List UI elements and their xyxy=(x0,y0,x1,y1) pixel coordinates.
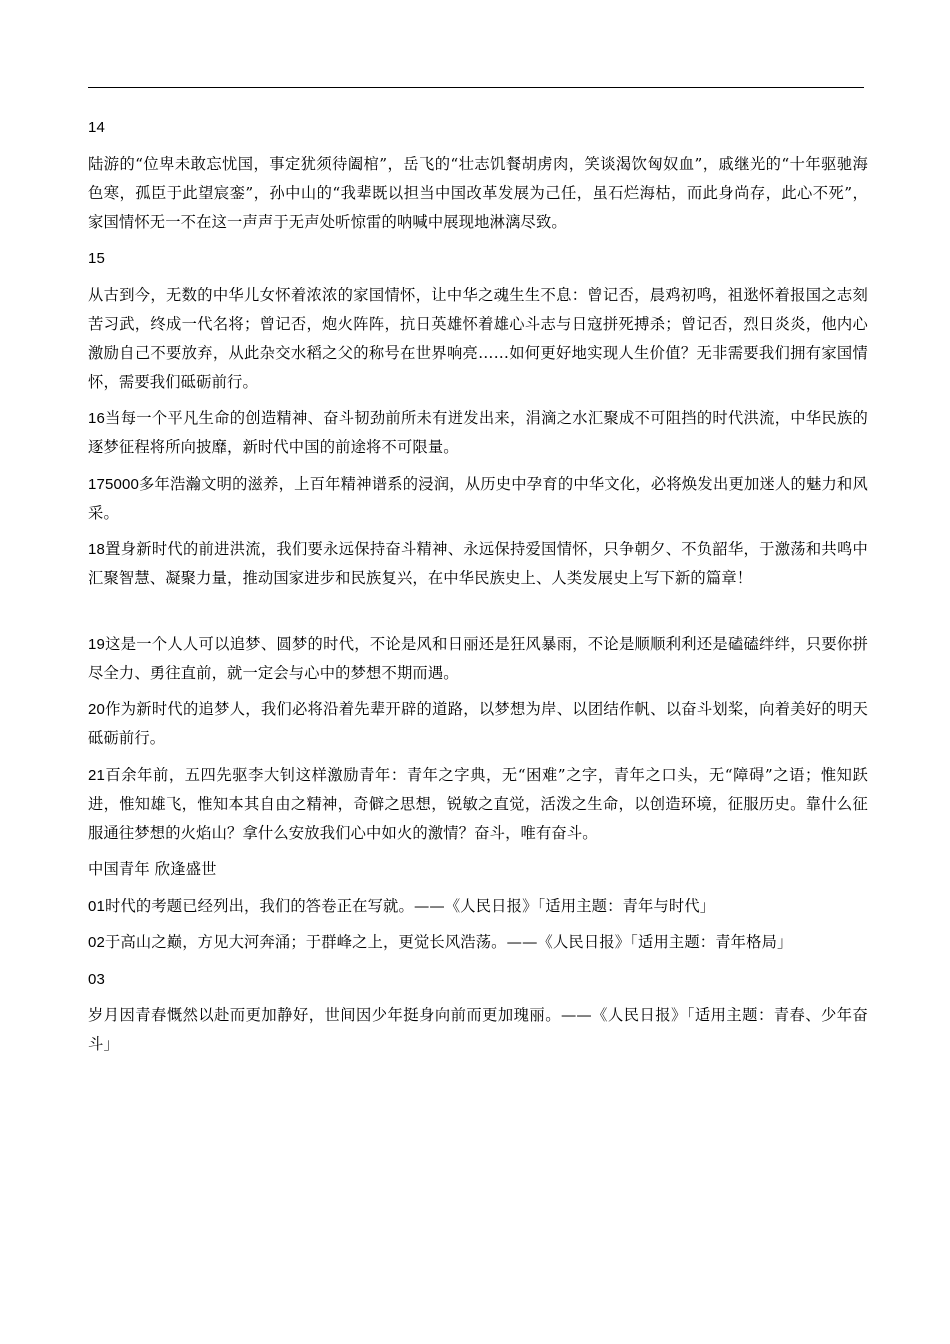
header-rule xyxy=(88,87,864,88)
quote-01: 01时代的考题已经列出，我们的答卷正在写就。——《人民日报》「适用主题：青年与时代」 xyxy=(88,896,716,915)
section-heading: 中国青年 欣逢盛世 xyxy=(88,860,217,878)
document-body xyxy=(88,113,868,1067)
quote-02: 02于高山之巅，方见大河奔涌；于群峰之上，更觉长风浩荡。——《人民日报》「适用主题：青年格局」 xyxy=(88,933,793,951)
paragraph-15-text: 从古到今，无数的中华儿女怀着浓浓的家国情怀，让中华之魂生生不息：曾记否，晨鸡初鸣，祖逖怀着报国之志刻苦习武，终成一代名将；曾记否，炮火阵阵，抗日英雄怀着雄心斗志与日寇拼死搏杀；曾记否，烈日炎炎，他内心激励自己不要放弃，从此杂交水稻之父的称号在世界响亮……如何更好地实现人生价值？无非需要我们拥有家国情怀，需要我们砥砺前行。 xyxy=(88,285,868,391)
paragraph-20: 20作为新时代的追梦人，我们必将沿着先辈开辟的道路，以梦想为岸、以团结作帆、以奋斗划桨，向着美好的明天砥砺前行。 xyxy=(88,700,868,747)
paragraph-21: 21百余年前，五四先驱李大钊这样激励青年：青年之字典，无“困难”之字，青年之口头，无“障碍”之语；惟知跃进，惟知雄飞，惟知本其自由之精神，奇僻之思想，锐敏之直觉，活泼之生命，以创造环境，征服历史。靠什么征服通往梦想的火焰山？拿什么安放我们心中如火的激情？奋斗，唯有奋斗。 xyxy=(88,765,868,842)
paragraph-18: 18置身新时代的前进洪流，我们要永远保持奋斗精神、永远保持爱国情怀，只争朝夕、不负韶华，于激荡和共鸣中汇聚智慧、凝聚力量，推动国家进步和民族复兴，在中华民族史上、人类发展史上写下新的篇章！ xyxy=(88,540,868,587)
quote-03-number: 03 xyxy=(88,970,105,988)
paragraph-17: 175000多年浩瀚文明的滋养，上百年精神谱系的浸润，从历史中孕育的中华文化，必将焕发出更加迷人的魅力和风采。 xyxy=(88,474,868,522)
paragraph-15-number: 15 xyxy=(88,250,105,267)
blank-line xyxy=(88,601,868,630)
paragraph-19: 19这是一个人人可以追梦、圆梦的时代，不论是风和日丽还是狂风暴雨，不论是顺顺利利还是磕磕绊绊，只要你拼尽全力、勇往直前，就一定会与心中的梦想不期而遇。 xyxy=(88,634,868,682)
paragraph-14-number: 14 xyxy=(88,119,105,136)
paragraph-16: 16当每一个平凡生命的创造精神、奋斗韧劲前所未有迸发出来，涓滴之水汇聚成不可阻挡的时代洪流，中华民族的逐梦征程将所向披靡，新时代中国的前途将不可限量。 xyxy=(88,409,868,456)
paragraph-14-text: 陆游的“位卑未敢忘忧国，事定犹须待阖棺”，岳飞的“壮志饥餐胡虏肉，笑谈渴饮匈奴血”，戚继光的“十年驱驰海色寒，孤臣于此望宸銮”，孙中山的“我辈既以担当中国改革发展为己任，虽石烂海枯，而此身尚存，此心不死”，家国情怀无一不在这一声声于无声处听惊雷的呐喊中展现地淋漓尽致。 xyxy=(88,154,868,231)
quote-03-text: 岁月因青春慨然以赴而更加静好，世间因少年挺身向前而更加瑰丽。——《人民日报》「适用主题：青春、少年奋斗」 xyxy=(88,1006,868,1053)
